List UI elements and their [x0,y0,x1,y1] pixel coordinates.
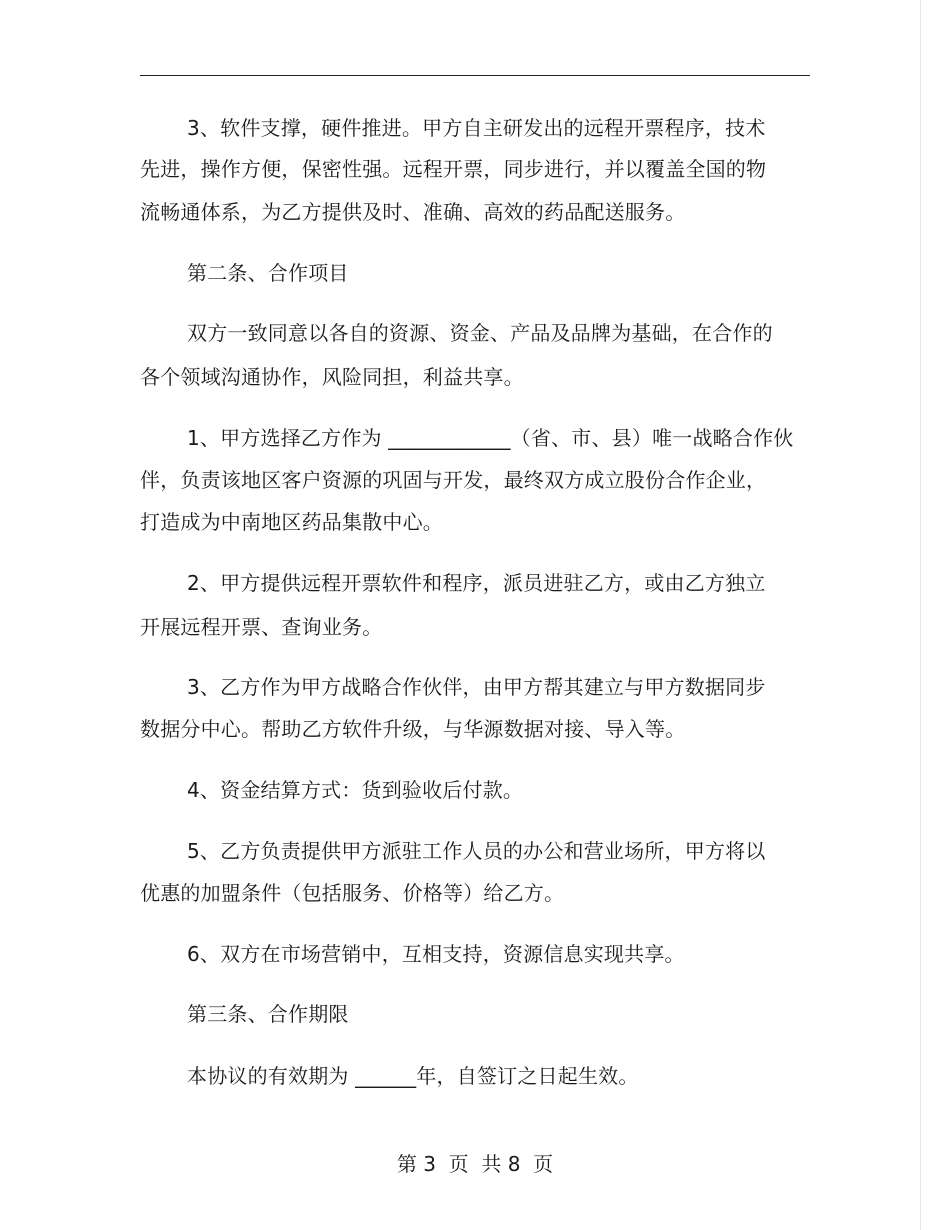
item-1-line-3: 打造成为中南地区药品集散中心。 [140,510,443,534]
item-6-line-1: 6、双方在市场营销中，互相支持，资源信息实现共享。 [187,942,685,966]
item-3-line-2: 数据分中心。帮助乙方软件升级，与华源数据对接、导入等。 [140,717,686,741]
item-1-line-1: 1、甲方选择乙方作为 ____________（省、市、县）唯一战略合作伙 [187,426,794,450]
section-2-intro-line-1: 双方一致同意以各自的资源、资金、产品及品牌为基础，在合作的 [187,321,773,345]
clause-1-3-line-3: 流畅通体系，为乙方提供及时、准确、高效的药品配送服务。 [140,200,686,224]
clause-1-3-line-2: 先进，操作方便，保密性强。远程开票，同步进行，并以覆盖全国的物 [140,157,767,181]
item-4-line-1: 4、资金结算方式：货到验收后付款。 [187,778,524,802]
page-edge-divider [920,0,921,1230]
item-2-line-1: 2、甲方提供远程开票软件和程序，派员进驻乙方，或由乙方独立 [187,571,766,595]
item-5-line-1: 5、乙方负责提供甲方派驻工作人员的办公和营业场所，甲方将以 [187,839,766,863]
section-heading-3: 第三条、合作期限 [187,1002,349,1026]
page-number-footer: 第 3 页 共 8 页 [396,1152,554,1176]
section-heading-2: 第二条、合作项目 [187,261,349,285]
item-3-line-1: 3、乙方作为甲方战略合作伙伴，由甲方帮其建立与甲方数据同步 [187,675,766,699]
section-2-intro-line-2: 各个领域沟通协作，风险同担，利益共享。 [140,365,524,389]
clause-1-3-line-1: 3、软件支撑，硬件推进。甲方自主研发出的远程开票程序，技术 [187,116,766,140]
item-1-line-2: 伴，负责该地区客户资源的巩固与开发，最终双方成立股份合作企业， [140,468,767,492]
item-2-line-2: 开展远程开票、查询业务。 [140,615,383,639]
item-5-line-2: 优惠的加盟条件（包括服务、价格等）给乙方。 [140,881,565,905]
term-line-1: 本协议的有效期为 ______年，自签订之日起生效。 [187,1064,639,1088]
header-rule [140,75,810,76]
